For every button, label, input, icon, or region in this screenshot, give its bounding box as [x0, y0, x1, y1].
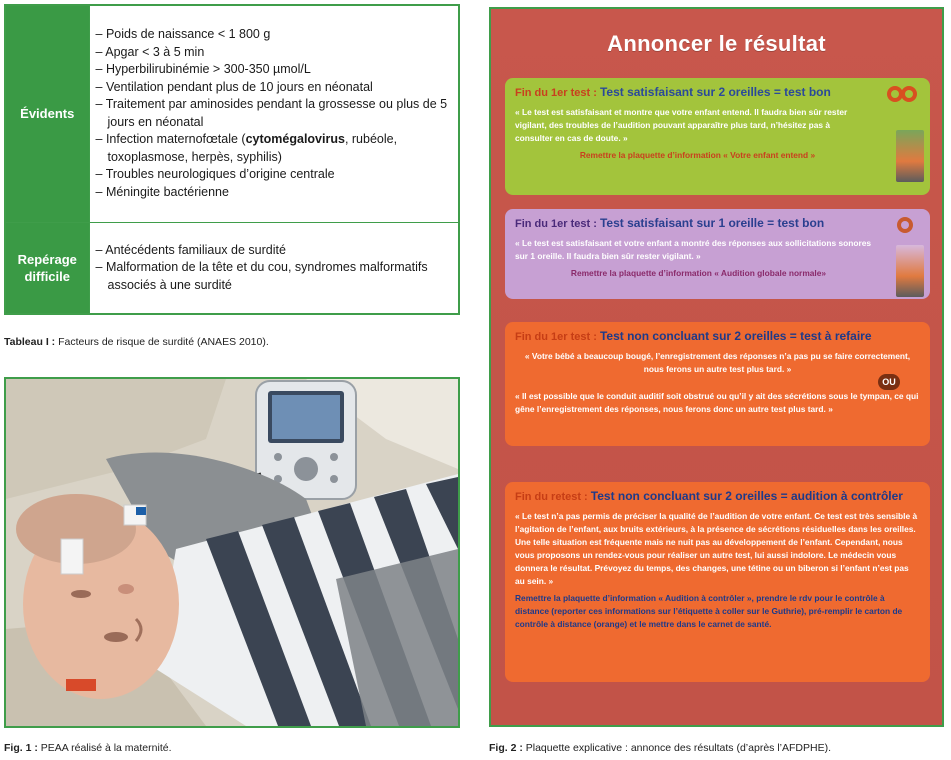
card-title-main: Test satisfaisant sur 1 oreille = test bon: [599, 216, 825, 230]
electrode-icon: [61, 539, 83, 574]
poster-title: Annoncer le résultat: [607, 31, 826, 56]
result-announcement-poster: [489, 7, 944, 727]
fig1-caption: [4, 742, 172, 754]
row-header-line: Repérage: [17, 251, 77, 267]
row-header-reperage: [5, 222, 89, 314]
card-title: [515, 217, 920, 231]
result-card-inconclusive-control: [505, 482, 930, 682]
card-title-main: Test non concluant sur 2 oreilles = test à refaire: [599, 329, 872, 343]
caption-text: Plaquette explicative : annonce des résultats (d’après l’AFDPHE).: [522, 742, 831, 754]
card-title-main: Test non concluant sur 2 oreilles = audition à contrôler: [590, 489, 903, 503]
card-title-lead: Fin du 1er test :: [515, 87, 600, 99]
card-title-lead: Fin du 1er test :: [515, 218, 600, 230]
table-row: [5, 222, 459, 314]
caption-label: Fig. 2 :: [489, 742, 523, 754]
caption-text: Facteurs de risque de surdité (ANAES 2010).: [55, 336, 269, 348]
list-item: – Antécédents familiaux de surdité: [96, 242, 451, 260]
difficult-factors-cell: [89, 222, 459, 314]
card-title: [515, 490, 920, 504]
infection-rest: , rubéole, toxoplasmose, herpès, syphilis): [107, 132, 398, 164]
caption-label: Fig. 1 :: [4, 742, 38, 754]
electrode-clip-icon: [66, 679, 96, 691]
list-item-infection: [96, 131, 451, 166]
list-item: – Apgar < 3 à 5 min: [96, 44, 451, 62]
caption-label: Tableau I :: [4, 336, 56, 348]
card-title: [515, 86, 920, 100]
table-row: [5, 5, 459, 222]
leaflet-thumbnail-icon: [896, 245, 924, 297]
card-body: « Le test est satisfaisant et votre enfant a montré des réponses aux sollicitations sonores sur 1 oreille. Il faudra bien sûr rester vigilant. »: [515, 238, 872, 261]
two-ears-icon: [886, 84, 916, 104]
card-remit: Remettre la plaquette d’information « Audition globale normale»: [570, 268, 827, 278]
card-title-main: Test satisfaisant sur 2 oreilles = test bon: [599, 85, 831, 99]
caption-text: PEAA réalisé à la maternité.: [37, 742, 172, 754]
result-card-good-1-ear: [505, 209, 930, 299]
card-title: [515, 330, 920, 344]
card-title-lead: Fin du retest :: [515, 491, 591, 503]
card-title-lead: Fin du 1er test :: [515, 331, 600, 343]
table-caption: [4, 336, 269, 348]
infection-label: Infection maternofœtale (: [105, 132, 246, 147]
risk-factors-table: [4, 4, 460, 315]
list-item: – Poids de naissance < 1 800 g: [96, 26, 451, 44]
list-item: – Troubles neurologiques d’origine centrale: [96, 166, 451, 184]
list-item: – Ventilation pendant plus de 10 jours en néonatal: [96, 79, 451, 97]
leaflet-thumbnail-icon: [896, 130, 924, 182]
card-body: « Le test est satisfaisant et montre que votre enfant entend. Il faudra bien sûr rester vigilant, des troubles de l’audition pouvant apparaître plus tard, n’hésitez pas à consulter en cas de doute. »: [515, 107, 848, 143]
list-item: – Malformation de la tête et du cou, syndromes malformatifs associés à une surdité: [96, 259, 451, 294]
baby-hearing-test-photo: [4, 377, 460, 728]
list-item: – Traitement par aminosides pendant la grossesse ou plus de 5 jours en néonatal: [96, 96, 451, 131]
evident-factors-list: [96, 26, 451, 201]
card-body: « Il est possible que le conduit auditif soit obstrué ou qu’il y ait des sécrétions sous le tympan, ce qui gêne l’enregistrement des réponses, nous ferons donc un autre test plus tard. »: [515, 391, 919, 414]
evident-factors-cell: [89, 5, 459, 222]
list-item: – Méningite bactérienne: [96, 184, 451, 202]
row-header-evidents: Évidents: [5, 5, 89, 222]
row-header-line: difficile: [24, 268, 70, 284]
or-badge: OU: [878, 374, 900, 390]
card-remit: Remettre la plaquette d’information « Votre enfant entend »: [579, 150, 816, 160]
list-item: – Hyperbilirubinémie > 300-350 µmol/L: [96, 61, 451, 79]
card-remit: Remettre la plaquette d’information « Audition à contrôler », prendre le rdv pour le contrôle à distance (reporter ces informations sur l’étiquette à coller sur le Guthrie), pré-remplir le carton de contrôle à distance (orange) et le mettre dans le carnet de santé.: [515, 593, 903, 629]
card-body: « Votre bébé a beaucoup bougé, l’enregistrement des réponses n’a pas pu se faire correctement, nous ferons un autre test plus tard. »: [524, 351, 911, 374]
one-ear-icon: [896, 215, 914, 239]
card-body: « Le test n’a pas permis de préciser la qualité de l’audition de votre enfant. Ce test est très sensible à l’agitation de l’enfant, aux bruits extérieurs, à la présence de sécrétions résiduelles dans les oreilles. Une telle situation est fréquente mais ne nuit pas au développement de l’enfant. Cependant, nous vous proposons un rendez-vous pour réaliser un autre test, lui aussi indolore. Le médecin vous donnera le résultat. Prévoyez du temps, des changes, une tétine ou un biberon si l’enfant n’est pas au sein. »: [515, 511, 918, 586]
photo-illustration: [6, 379, 458, 726]
result-card-inconclusive-retest: [505, 322, 930, 446]
fig2-caption: [489, 742, 831, 754]
result-card-good-2-ears: [505, 78, 930, 195]
difficult-factors-list: [96, 242, 451, 295]
cmv-bold-text: cytomégalovirus: [245, 132, 345, 147]
